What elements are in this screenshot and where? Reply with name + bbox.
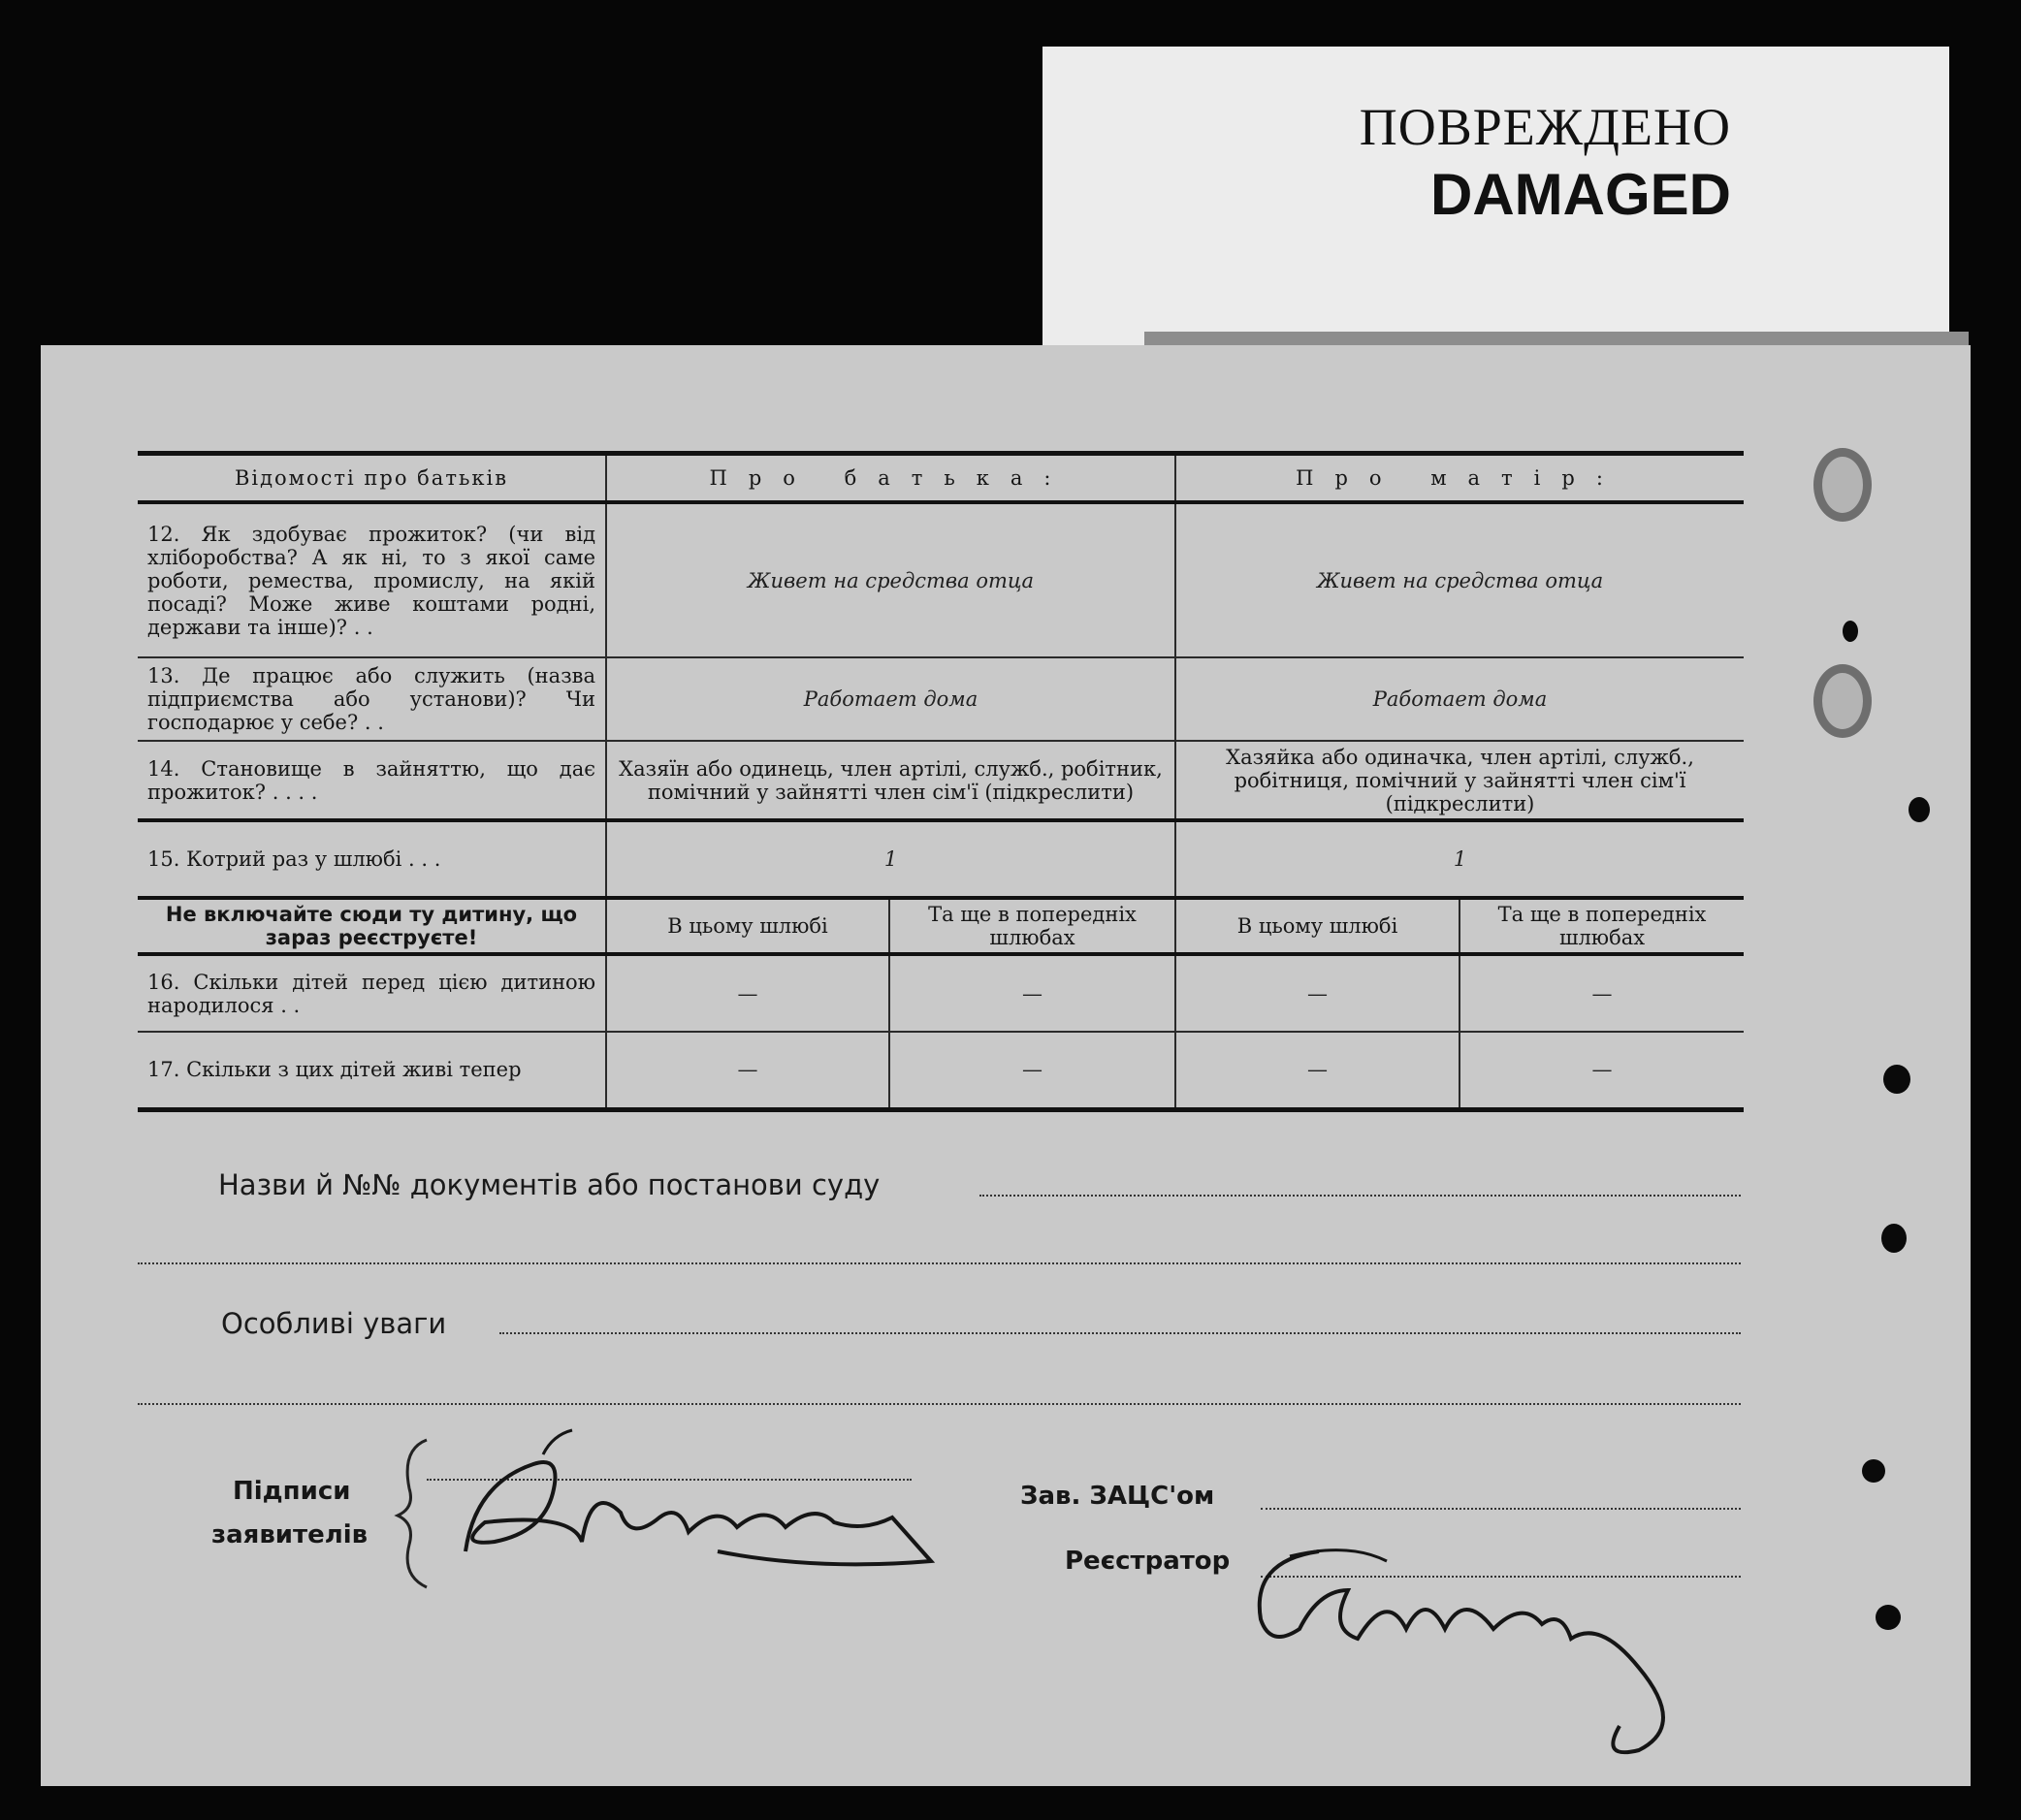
table-row-q12 — [138, 502, 1744, 657]
documents-line — [979, 1195, 1741, 1197]
exclude-child-note: Не включайте сюди ту дитину, що зараз реєструєте! — [138, 898, 606, 954]
children-subheader-row — [138, 898, 1744, 954]
q16-mother-this: — — [1175, 954, 1460, 1032]
header-father: Про батька: — [606, 454, 1175, 503]
question-13: 13. Де працює або служить (назва підприємства або установи)? Чи господарює у себе? . . — [138, 657, 606, 741]
punch-hole — [1883, 1065, 1910, 1094]
father-workplace-answer: Работает дома — [606, 657, 1175, 741]
father-employment-status: Хазяїн або одинець, член артілі, служб., робітник, помічний у зайнятті член сім'ї (підкреслити) — [606, 741, 1175, 820]
remarks-line-2 — [138, 1403, 1741, 1405]
table-row-q13 — [138, 657, 1744, 741]
question-17: 17. Скільки з цих дітей живі тепер — [138, 1032, 606, 1109]
q17-mother-this: — — [1175, 1032, 1460, 1109]
header-parents-info: Відомості про батьків — [138, 454, 606, 503]
mother-employment-status: Хазяйка або одиначка, член артілі, служб., робітниця, помічний у зайнятті член сім'ї (підкреслити) — [1175, 741, 1744, 820]
question-12: 12. Як здобуває прожиток? (чи від хліборобства? А як ні, то з якої саме роботи, ремества, промислу, на якій посаді? Може живе коштами родні, держави та інше)? . . — [138, 502, 606, 657]
father-marriage-count: 1 — [606, 820, 1175, 898]
table-header-row — [138, 454, 1744, 503]
damaged-label-ru: ПОВРЕЖДЕНО — [1359, 98, 1731, 156]
applicants-signatures-label-2: заявителів — [211, 1520, 369, 1549]
damaged-label-en: DAMAGED — [1430, 162, 1731, 227]
question-15: 15. Котрий раз у шлюбі . . . — [138, 820, 606, 898]
binding-ring-top — [1813, 448, 1872, 522]
binding-ring-middle — [1813, 664, 1872, 738]
subheader-father-this-marriage: В цьому шлюбі — [606, 898, 889, 954]
documents-line-2 — [138, 1262, 1741, 1264]
q16-father-previous: — — [889, 954, 1175, 1032]
punch-hole — [1843, 621, 1858, 642]
mother-marriage-count: 1 — [1175, 820, 1744, 898]
subheader-mother-previous-marriages: Та ще в попередніх шлюбах — [1460, 898, 1744, 954]
q16-mother-previous: — — [1460, 954, 1744, 1032]
punch-hole — [1862, 1459, 1885, 1483]
applicants-signatures-label-1: Підписи — [233, 1477, 351, 1506]
q16-father-this: — — [606, 954, 889, 1032]
father-livelihood-answer: Живет на средства отца — [606, 502, 1175, 657]
q17-father-previous: — — [889, 1032, 1175, 1109]
subheader-father-previous-marriages: Та ще в попередніх шлюбах — [889, 898, 1175, 954]
applicant-signature — [427, 1425, 989, 1595]
mother-workplace-answer: Работает дома — [1175, 657, 1744, 741]
table-row-q17 — [138, 1032, 1744, 1109]
head-zags-label: Зав. ЗАЦС'ом — [1020, 1482, 1215, 1511]
documents-label: Назви й №№ документів або постанови суду — [218, 1168, 881, 1201]
remarks-line — [499, 1332, 1741, 1334]
table-row-q16 — [138, 954, 1744, 1032]
table-row-q14 — [138, 741, 1744, 820]
q17-mother-previous: — — [1460, 1032, 1744, 1109]
question-16: 16. Скільки дітей перед цією дитиною народилося . . — [138, 954, 606, 1032]
q17-father-this: — — [606, 1032, 889, 1109]
damaged-label-card — [1043, 47, 1949, 352]
question-14: 14. Становище в зайняттю, що дає прожиток? . . . . — [138, 741, 606, 820]
subheader-mother-this-marriage: В цьому шлюбі — [1175, 898, 1460, 954]
registrar-label: Реєстратор — [1065, 1547, 1231, 1576]
punch-hole — [1876, 1605, 1901, 1630]
head-zags-line — [1261, 1508, 1741, 1510]
parents-info-table — [138, 451, 1744, 1112]
punch-hole — [1881, 1224, 1907, 1253]
registrar-signature — [1232, 1532, 1716, 1765]
table-row-q15 — [138, 820, 1744, 898]
punch-hole — [1909, 797, 1930, 822]
remarks-label: Особливі уваги — [221, 1307, 447, 1340]
header-mother: Про матір: — [1175, 454, 1744, 503]
mother-livelihood-answer: Живет на средства отца — [1175, 502, 1744, 657]
